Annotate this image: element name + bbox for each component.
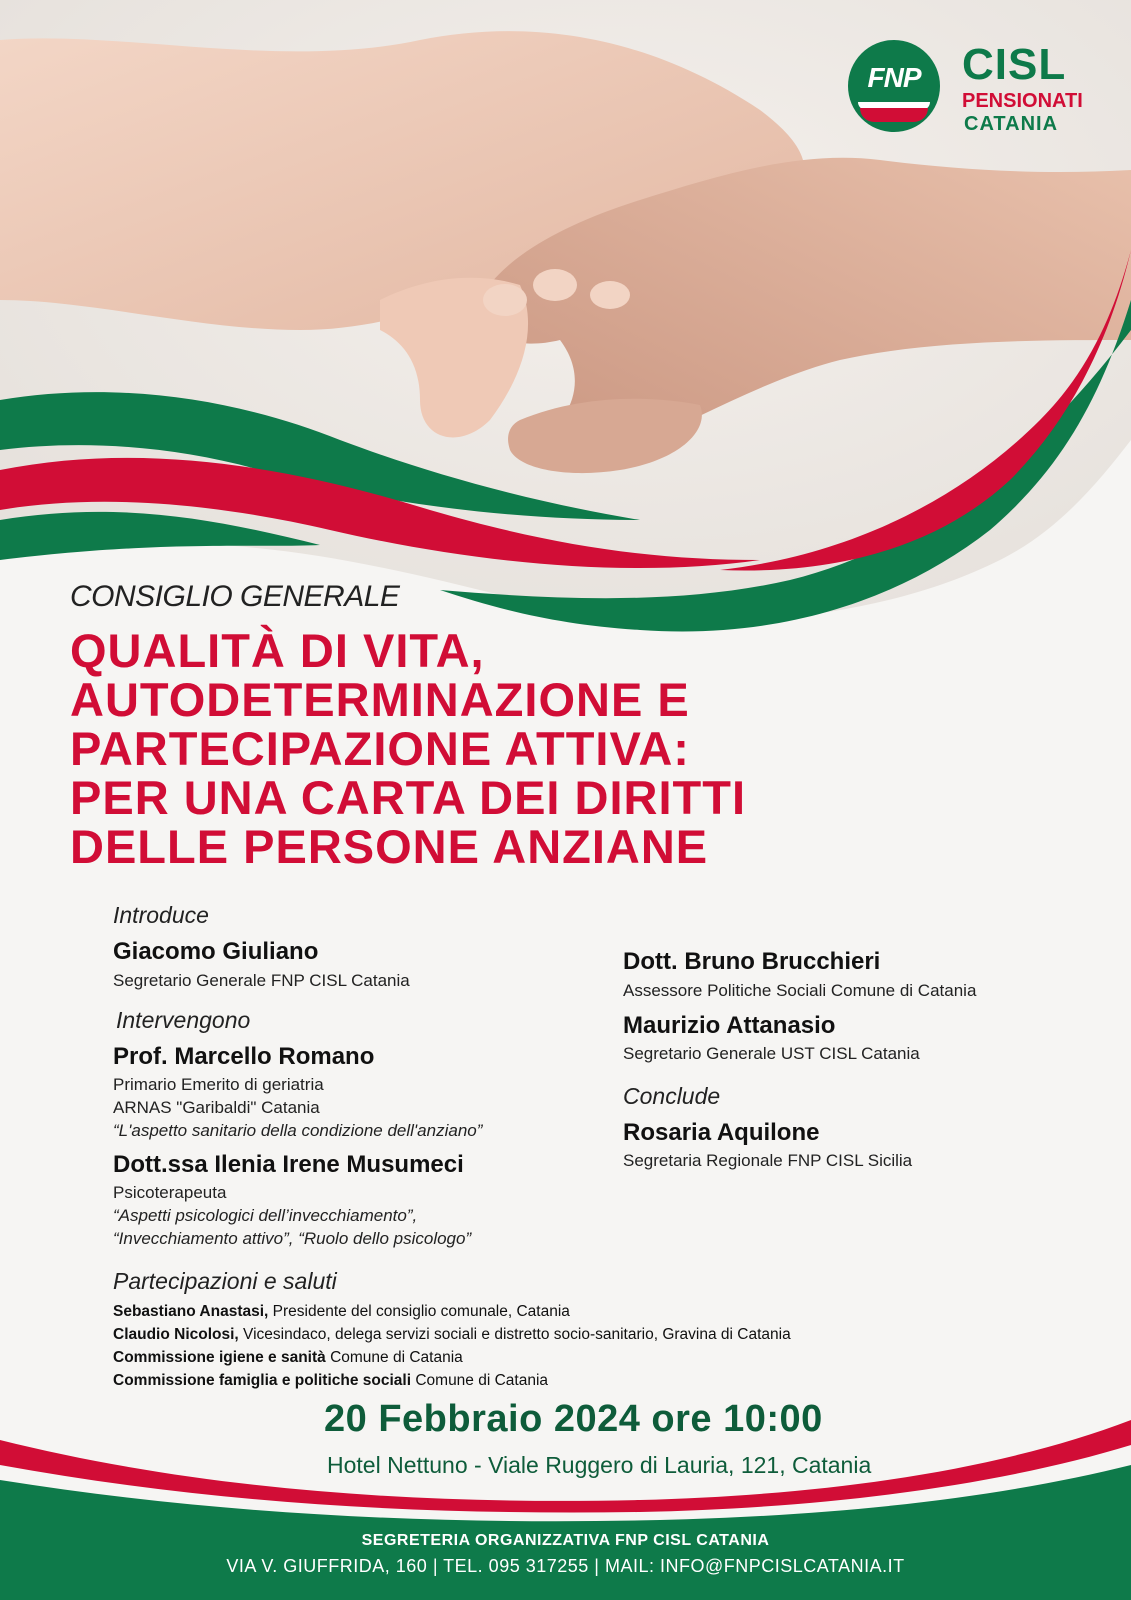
speaker-role: Assessore Politiche Sociali Comune di Catania	[623, 981, 977, 1000]
intervengono-label: Intervengono	[116, 1007, 251, 1033]
saluti-label: Partecipazioni e saluti	[113, 1268, 337, 1294]
title-line: PER UNA CARTA DEI DIRITTI	[70, 771, 747, 824]
footer-title: SEGRETERIA ORGANIZZATIVA FNP CISL CATANIA	[361, 1532, 770, 1549]
introducer-role: Segretario Generale FNP CISL Catania	[113, 971, 410, 990]
title-line: QUALITÀ DI VITA,	[70, 624, 485, 677]
title-line: AUTODETERMINAZIONE E	[70, 673, 690, 726]
title-line: DELLE PERSONE ANZIANE	[70, 820, 709, 873]
event-kicker: CONSIGLIO GENERALE	[70, 580, 400, 613]
fnp-badge-text: FNP	[867, 62, 921, 93]
logo-brand: CISL	[962, 40, 1067, 89]
event-venue: Hotel Nettuno - Viale Ruggero di Lauria, 121, Catania	[327, 1452, 872, 1478]
fnp-badge	[848, 40, 940, 132]
fnp-cisl-logo	[848, 40, 1098, 140]
title-line: PARTECIPAZIONE ATTIVA:	[70, 722, 690, 775]
introducer-name: Giacomo Giuliano	[113, 938, 319, 965]
speaker-affiliation: ARNAS "Garibaldi" Catania	[113, 1098, 320, 1117]
speaker-name: Prof. Marcello Romano	[113, 1043, 375, 1070]
speaker-role: Primario Emerito di geriatria	[113, 1075, 324, 1094]
conclude-label: Conclude	[623, 1083, 721, 1109]
speaker-name: Maurizio Attanasio	[623, 1012, 836, 1039]
event-title	[70, 626, 1010, 871]
logo-line1: PENSIONATI	[962, 90, 1083, 112]
speaker-role: Psicoterapeuta	[113, 1183, 227, 1202]
introduce-label: Introduce	[113, 902, 209, 928]
saluti-item: Commissione igiene e sanità Comune di Catania	[113, 1349, 463, 1366]
speaker-topic: “Aspetti psicologici dell’invecchiamento”,	[113, 1206, 418, 1225]
saluti-item: Sebastiano Anastasi, Presidente del consiglio comunale, Catania	[113, 1303, 570, 1320]
event-date: 20 Febbraio 2024 ore 10:00	[324, 1398, 823, 1440]
saluti-list	[113, 1300, 1043, 1392]
speaker-name: Dott. Bruno Brucchieri	[623, 948, 881, 975]
concluder-role: Segretaria Regionale FNP CISL Sicilia	[623, 1151, 913, 1170]
saluti-item: Commissione famiglia e politiche sociali Comune di Catania	[113, 1372, 549, 1389]
speaker-role: Segretario Generale UST CISL Catania	[623, 1044, 920, 1063]
speaker-name: Dott.ssa Ilenia Irene Musumeci	[113, 1151, 464, 1178]
speaker-topic: “L'aspetto sanitario della condizione dell'anziano”	[113, 1121, 483, 1140]
concluder-name: Rosaria Aquilone	[623, 1119, 820, 1146]
saluti-item: Claudio Nicolosi, Vicesindaco, delega servizi sociali e distretto socio-sanitario, Gravina di Catania	[113, 1326, 791, 1343]
speaker-topic: “Invecchiamento attivo”, “Ruolo dello psicologo”	[113, 1229, 472, 1248]
footer-contacts: VIA V. GIUFFRIDA, 160 | TEL. 095 317255 | MAIL: INFO@FNPCISLCATANIA.IT	[226, 1556, 905, 1576]
logo-line2: CATANIA	[964, 113, 1059, 135]
